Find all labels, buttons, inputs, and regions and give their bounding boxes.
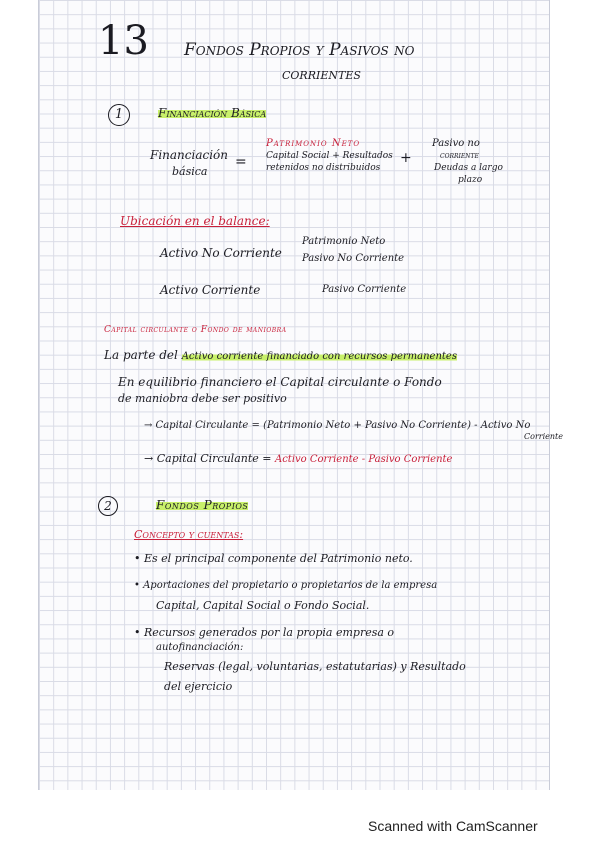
page-number: 13 [98,18,149,64]
definition-start: La parte del [104,348,178,362]
bullet-recursos-cont: autofinanciación: [156,642,244,653]
section2-heading-text: Fondos Propios [156,498,249,512]
bullet-principal: • Es el principal componente del Patrimonio neto. [134,552,413,565]
balance-patrimonio-neto: Patrimonio Neto [302,236,386,247]
formula-left-line2: básica [172,165,208,178]
equilibrio-line2: de maniobra debe ser positivo [118,392,287,405]
capital-circulante-formula2-rhs: Activo Corriente - Pasivo Corriente [274,454,453,465]
patrimonio-neto-line1: Capital Social + Resultados [266,151,393,161]
pasivo-no-corriente-line4: plazo [458,175,483,185]
pasivo-no-corriente-line3: Deudas a largo [434,163,503,173]
bullet-aportaciones: • Aportaciones del propietario o propietarios de la empresa [134,580,438,591]
formula-left-line1: Financiación [150,148,228,162]
section1-heading-text: Financiación Básica [158,106,267,120]
reservas-line: Reservas (legal, voluntarias, estatutarias) y Resultado [164,660,466,673]
balance-activo-no-corriente: Activo No Corriente [160,246,282,260]
page-title-line2: corrientes [282,65,361,83]
bullet-aportaciones-cont: Capital, Capital Social o Fondo Social. [156,599,370,612]
pasivo-no-corriente-line1: Pasivo no [432,138,480,149]
formula-equals: = [235,154,247,170]
capital-circulante-formula1: → Capital Circulante = (Patrimonio Neto + Pasivo No Corriente) - Activo No [144,420,531,431]
balance-pasivo-no-corriente: Pasivo No Corriente [302,253,405,264]
section2-number: 2 [98,496,118,516]
scanner-watermark: Scanned with CamScanner [368,818,538,834]
reservas-line-cont: del ejercicio [164,680,233,693]
capital-circulante-formula1-cont: Corriente [524,432,563,441]
section1-number: 1 [108,104,130,126]
capital-circulante-formula2 [144,452,452,465]
concepto-heading: Concepto y cuentas: [134,528,244,541]
ubicacion-heading: Ubicación en el balance: [120,214,270,228]
capital-circulante-formula2-lhs: → Capital Circulante = [144,452,272,465]
definition-line [104,348,457,362]
capital-circulante-heading: Capital circulante o Fondo de maniobra [104,325,287,335]
pasivo-no-corriente-line2: corriente [440,151,479,160]
balance-activo-corriente: Activo Corriente [160,283,261,297]
formula-plus: + [400,150,412,166]
definition-highlight: Activo corriente financiado con recursos permanentes [181,351,457,362]
patrimonio-neto-line2: retenidos no distribuidos [266,163,381,173]
balance-pasivo-corriente: Pasivo Corriente [322,284,407,295]
section1-heading [158,106,266,120]
patrimonio-neto-title: Patrimonio Neto [266,138,361,149]
equilibrio-line1: En equilibrio financiero el Capital circulante o Fondo [118,375,442,389]
page-title-line1: Fondos Propios y Pasivos no [184,40,415,60]
bullet-recursos: • Recursos generados por la propia empresa o [134,626,395,639]
section2-heading [156,498,248,512]
